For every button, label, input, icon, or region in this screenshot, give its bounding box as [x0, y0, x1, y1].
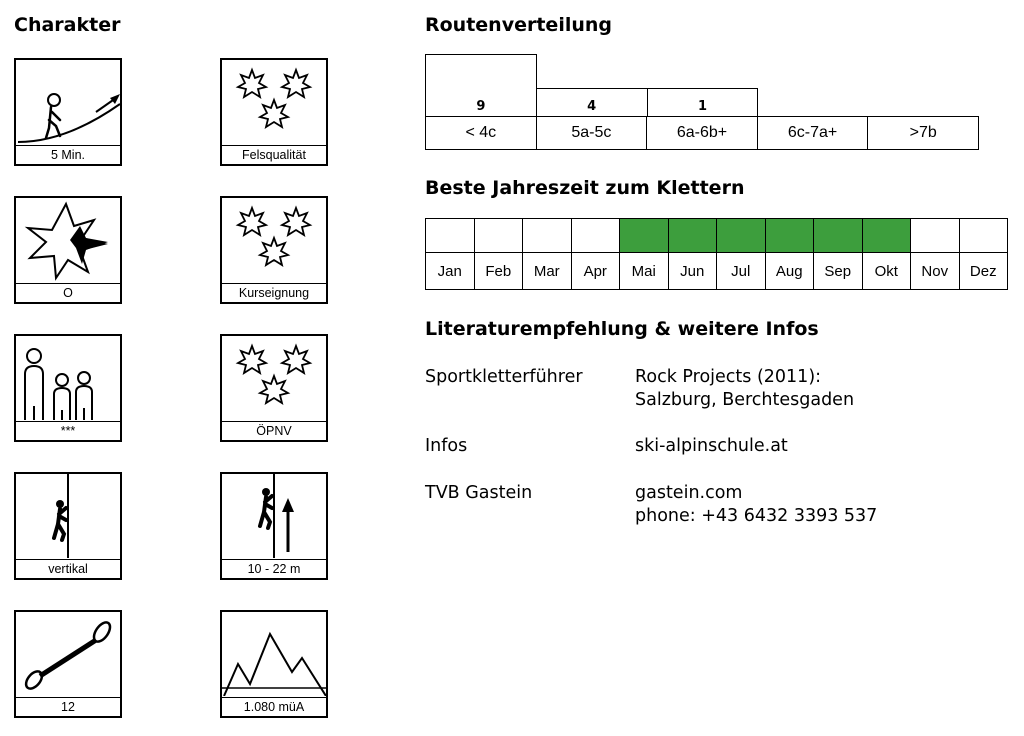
tile-caption: ÖPNV [222, 421, 326, 440]
month-column [910, 219, 959, 289]
tile-caption: 1.080 müA [222, 697, 326, 716]
tile-approach [14, 58, 122, 166]
tile-caption: *** [16, 421, 120, 440]
tile-route-length [220, 472, 328, 580]
tile-course-suitability [220, 196, 328, 304]
tile-altitude [220, 610, 328, 718]
grade-label: 5a-5c [536, 117, 647, 149]
tile-rock-quality [220, 58, 328, 166]
tile-caption: O [16, 283, 120, 302]
month-column [959, 219, 1008, 289]
month-column [474, 219, 523, 289]
month-best-cell [426, 219, 474, 253]
tile-public-transport [220, 334, 328, 442]
orientation-sun-icon [16, 198, 120, 282]
lit-value-infos[interactable] [635, 435, 788, 458]
hiker-approach-icon [16, 60, 120, 144]
lit-link[interactable]: ski-alpinschule.at [635, 436, 788, 456]
month-label: Aug [775, 262, 803, 280]
month-column [571, 219, 620, 289]
routenverteilung-heading: Routenverteilung [425, 14, 612, 36]
month-best-cell [717, 219, 765, 253]
route-grade-row [425, 116, 979, 150]
month-best-cell [814, 219, 862, 253]
month-best-cell [523, 219, 571, 253]
tile-caption: 10 - 22 m [222, 559, 326, 578]
month-column [668, 219, 717, 289]
month-best-cell [960, 219, 1008, 253]
month-label: Jul [731, 262, 751, 280]
month-label: Dez [969, 262, 997, 280]
lit-line: Salzburg, Berchtesgaden [635, 390, 855, 410]
lit-label-infos: Infos [425, 436, 468, 456]
month-best-cell [766, 219, 814, 253]
season-table [425, 218, 1008, 290]
route-count-bar [536, 88, 648, 116]
tile-vertical [14, 472, 122, 580]
month-best-cell [620, 219, 668, 253]
route-count-bar [425, 54, 537, 116]
month-best-cell [911, 219, 959, 253]
tile-orientation [14, 196, 122, 304]
public-transport-stars-icon [222, 336, 326, 420]
lit-label-guidebook: Sportkletterführer [425, 367, 583, 387]
vertical-wall-climber-icon [16, 474, 120, 558]
lit-link[interactable]: gastein.com [635, 483, 743, 503]
charakter-heading: Charakter [14, 14, 121, 36]
route-count-bar [647, 88, 759, 116]
quickdraw-icon [16, 612, 120, 696]
tile-caption: 5 Min. [16, 145, 120, 164]
tile-caption: 12 [16, 697, 120, 716]
jahreszeit-heading: Beste Jahreszeit zum Klettern [425, 177, 745, 199]
tile-quickdraws [14, 610, 122, 718]
month-column [619, 219, 668, 289]
tile-family [14, 334, 122, 442]
lit-value-tvb [635, 482, 877, 528]
month-label: Apr [583, 262, 607, 280]
lit-line: Rock Projects (2011): [635, 367, 822, 387]
month-best-cell [863, 219, 911, 253]
lit-line: phone: +43 6432 3393 537 [635, 506, 878, 526]
month-column [813, 219, 862, 289]
month-column [522, 219, 571, 289]
tile-caption: vertikal [16, 559, 120, 578]
month-label: Feb [485, 262, 512, 280]
route-count-label: 1 [697, 99, 708, 114]
literatur-heading: Literaturempfehlung & weitere Infos [425, 318, 819, 340]
grade-label: 6c-7a+ [757, 117, 868, 149]
route-count-label: 9 [476, 99, 486, 114]
route-length-climber-icon [222, 474, 326, 558]
tile-caption: Felsqualität [222, 145, 326, 164]
grade-label: >7b [867, 117, 978, 149]
month-column [426, 219, 474, 289]
month-best-cell [475, 219, 523, 253]
mountain-altitude-icon [222, 612, 326, 696]
month-label: Sep [824, 262, 852, 280]
month-label: Mar [533, 262, 560, 280]
month-best-cell [669, 219, 717, 253]
month-column [862, 219, 911, 289]
month-label: Okt [874, 262, 898, 280]
month-label: Nov [921, 262, 949, 280]
course-suitability-stars-icon [222, 198, 326, 282]
route-count-label: 4 [587, 99, 597, 114]
month-label: Jun [680, 262, 705, 280]
family-icon [16, 336, 120, 420]
lit-label-tvb: TVB Gastein [425, 483, 533, 503]
grade-label: 6a-6b+ [646, 117, 757, 149]
rock-quality-stars-icon [222, 60, 326, 144]
month-column [716, 219, 765, 289]
month-best-cell [572, 219, 620, 253]
lit-value-guidebook [635, 366, 854, 412]
tile-caption: Kurseignung [222, 283, 326, 302]
month-column [765, 219, 814, 289]
grade-label: < 4c [465, 124, 497, 141]
month-label: Jan [437, 262, 462, 280]
month-label: Mai [631, 262, 656, 280]
